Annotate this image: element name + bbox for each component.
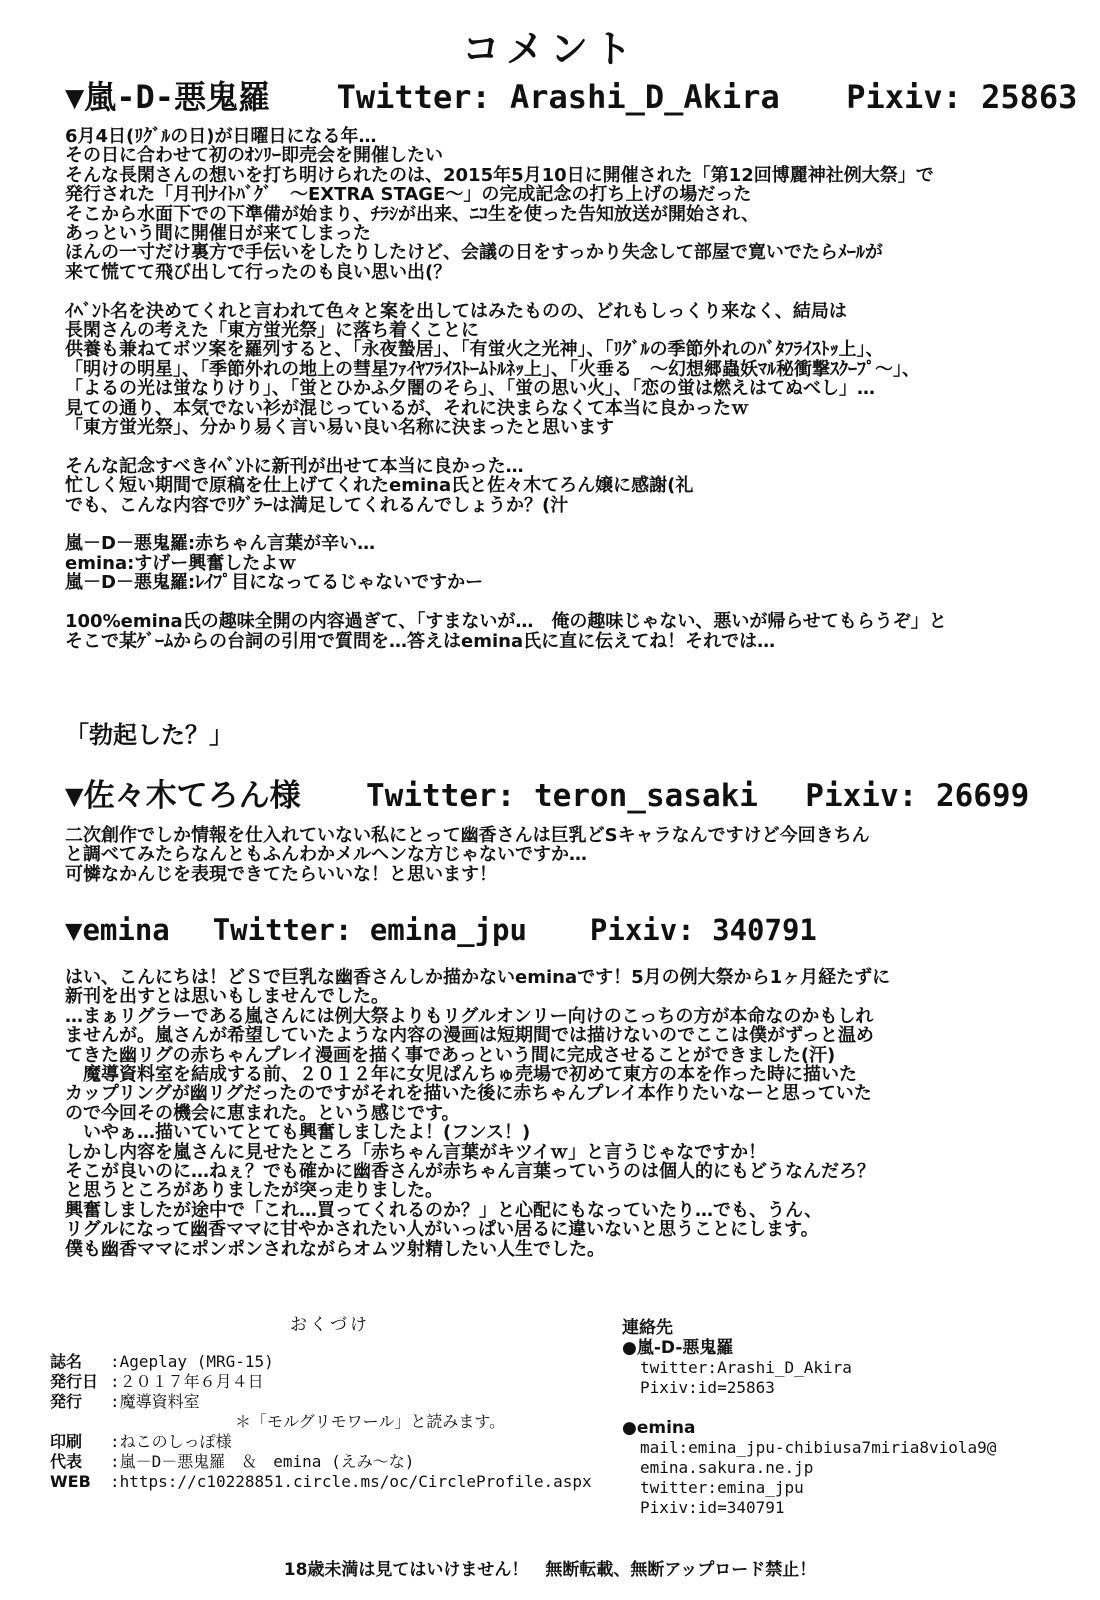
contact-title: 連絡先 (622, 1318, 673, 1338)
comment-emina (65, 968, 1065, 1259)
text-line: と思うところがありましたが突っ走りました。 (65, 1180, 443, 1202)
contact-emina-mail-domain: emina.sakura.ne.jp (640, 1458, 814, 1477)
colophon (50, 1352, 592, 1492)
text-line: 「東方蛍光祭」、分かり易く言い易い良い名称に決まったと思います (65, 417, 614, 439)
text-line: と調べてみたらなんともふんわかメルヘンな方じゃないですか… (65, 844, 587, 866)
colophon-row (50, 1412, 592, 1432)
text-line: そこが良いのに…ねぇ？でも確かに幽香さんが赤ちゃん言葉っていうのは個人的にもどうなんだろ？ (65, 1161, 875, 1183)
heading-twitter: Twitter: teron_sasaki (366, 778, 758, 814)
text-line: そんな記念すべきｲﾍﾞﾝﾄに新刊が出せて本当に良かった… (65, 455, 524, 477)
colophon-value: ＊「モルグリモワール」と読みます。 (235, 1412, 506, 1431)
contact-emina-name: ●emina (622, 1418, 696, 1438)
colophon-row (50, 1452, 592, 1472)
heading-twitter: Twitter: emina_jpu (212, 913, 527, 947)
quote-line: 「勃起した？」 (65, 721, 233, 749)
text-line: 長閑さんの考えた「東方蛍光祭」に落ち着くことに (65, 320, 479, 342)
contact-arashi-name: ●嵐-D-悪鬼羅 (622, 1338, 734, 1358)
text-line: てきた幽リグの赤ちゃんプレイ漫画を描く事であっという間に完成させることができました(汗) (65, 1044, 836, 1066)
text-line: 発行された「月刊ﾅｲﾄﾊﾞｸﾞ ～EXTRA STAGE～」の完成記念の打ち上げの場だった (65, 184, 752, 206)
colophon-key: 発行 (50, 1392, 83, 1411)
page-title: コメント (461, 27, 638, 71)
text-line: 嵐－D－悪鬼羅:赤ちゃん言葉が辛い… (65, 533, 376, 555)
text-line: 6月4日(ﾘｸﾞﾙの日)が日曜日になる年… (65, 126, 377, 147)
colophon-value: :Ageplay (MRG-15) (110, 1352, 274, 1371)
text-line: 忙しく短い期間で原稿を仕上げてくれたemina氏と佐々木てろん嬢に感謝(礼 (65, 475, 694, 497)
colophon-row (50, 1352, 592, 1372)
section-heading-teron (65, 770, 1029, 815)
contact-arashi-twitter: twitter:Arashi_D_Akira (640, 1358, 852, 1377)
section-heading-arashi (65, 72, 1077, 118)
colophon-value: :ねこのしっぽ様 (110, 1432, 232, 1451)
text-line: そんな長閑さんの想いを打ち明けられたのは、2015年5月10日に開催された「第12回博麗神社例大祭」で (65, 164, 934, 186)
text-line: そこから水面下での下準備が始まり、ﾁﾗｼが出来、ﾆｺ生を使った告知放送が開始され、 (65, 203, 760, 225)
text-line: でも、こんな内容でﾘｸﾞﾗｰは満足してくれるんでしょうか？(汁 (65, 494, 569, 516)
contact-arashi-pixiv: Pixiv:id=25863 (640, 1378, 775, 1397)
text-line: emina:すげー興奮したよｗ (65, 552, 297, 574)
text-line: はい、こんにちは！どＳで巨乳な幽香さんしか描かないeminaです！5月の例大祭から1ヶ月経たずに (65, 967, 891, 988)
colophon-row (50, 1392, 592, 1412)
text-line: いやぁ…描いていてとても興奮しましたよ！(フンス！) (65, 1122, 531, 1144)
text-line: リグルになって幽香ママに甘やかされたい人がいっぱい居るに違いないと思うことにします。 (65, 1219, 819, 1241)
colophon-row (50, 1432, 592, 1452)
colophon-row (50, 1472, 592, 1492)
colophon-value: :嵐－D－悪鬼羅 ＆ emina (えみ～な) (110, 1452, 415, 1471)
colophon-key: 発行日 (50, 1372, 99, 1391)
text-line: ませんが。嵐さんが希望していたような内容の漫画は短期間では描けないのでここは僕がずっと温め (65, 1025, 874, 1047)
contact-emina-twitter: twitter:emina_jpu (640, 1478, 804, 1497)
heading-name: ▼佐々木てろん様 (65, 778, 301, 814)
text-line: 新刊を出すとは思いもしませんでした。 (65, 986, 389, 1008)
comment-teron (65, 826, 1065, 884)
text-line: ほんの一寸だけ裏方で手伝いをしたりしたけど、会議の日をすっかり失念して部屋で寛いでたらﾒｰﾙが (65, 242, 883, 264)
text-line (65, 282, 1065, 301)
footer-notice: 18歳未満は見てはいけません！ 無断転載、無断アップロード禁止！ (283, 1560, 817, 1580)
colophon-key: 誌名 (50, 1352, 83, 1371)
colophon-key: WEB (50, 1472, 91, 1491)
heading-pixiv: Pixiv: 26699 (805, 778, 1030, 814)
section-heading-emina (65, 913, 817, 947)
colophon-row (50, 1372, 592, 1392)
heading-pixiv: Pixiv: 340791 (589, 913, 817, 947)
text-line: 来て慌てて飛び出して行ったのも良い思い出(？ (65, 261, 452, 283)
colophon-title: おくづけ (290, 1315, 370, 1335)
text-line: カップリングが幽リグだったのですがそれを描いた後に赤ちゃんプレイ本作りたいなーと思っていた (65, 1083, 872, 1105)
text-line: 見ての通り、本気でない衫が混じっているが、それに決まらなくて本当に良かったｗ (65, 397, 749, 419)
text-line: 供養も兼ねてボツ案を羅列すると、「永夜蟄居」、「有蛍火之光神」、「ﾘｸﾞﾙの季節外れのﾊﾞﾀﾌﾗｲｽﾄｯ上」、 (65, 339, 884, 361)
text-line (65, 437, 1065, 456)
text-line: …まぁリグラーである嵐さんには例大祭よりもリグルオンリー向けのこっちの方が本命なのかもしれ (65, 1005, 874, 1027)
text-line: しかし内容を嵐さんに見せたところ「赤ちゃん言葉がキツイｗ」と言うじゃなですか！ (65, 1141, 767, 1163)
text-line: 嵐－D－悪鬼羅:ﾚｲﾌﾟ目になってるじゃないですかー (65, 572, 484, 594)
heading-name: ▼emina (65, 913, 170, 947)
text-line: その日に合わせて初のｵﾝﾘｰ即売会を開催したい (65, 145, 443, 167)
contact-block (622, 1318, 996, 1518)
text-line: 二次創作でしか情報を仕入れていない私にとって幽香さんは巨乳どSキャラなんですけど今回きちん (65, 825, 870, 846)
text-line: そこで某ｹﾞｰﾑからの台詞の引用で質問を…答えはemina氏に直に伝えてね！それでは… (65, 630, 776, 652)
heading-pixiv: Pixiv: 25863 (846, 78, 1078, 116)
colophon-key: 印刷 (50, 1432, 83, 1451)
colophon-value: :魔導資料室 (110, 1392, 200, 1411)
text-line: 「明けの明星」、「季節外れの地上の彗星ﾌｧｲﾔﾌﾗｲｽﾄｰﾑﾄﾙﾈｯ上」、「火垂る ～幻想郷蟲妖ﾏﾙ秘衝撃ｽｸｰﾌﾟ～」、 (65, 358, 920, 380)
text-line: 興奮しましたが途中で「これ…買ってくれるのか？」と心配にもなっていたり…でも、うん、 (65, 1199, 823, 1221)
text-line (65, 593, 1065, 612)
contact-emina-pixiv: Pixiv:id=340791 (640, 1498, 785, 1517)
heading-twitter: Twitter: Arashi_D_Akira (336, 78, 780, 116)
colophon-value: :https://c10228851.circle.ms/oc/CircleProfile.aspx (110, 1472, 592, 1491)
text-line: あっという間に開催日が来てしまった (65, 223, 371, 245)
comment-arashi (65, 127, 1065, 651)
heading-name: ▼嵐-D-悪鬼羅 (65, 78, 271, 116)
text-line: 可憐なかんじを表現できてたらいいな！と思います！ (65, 863, 497, 885)
text-line: 僕も幽香ママにポンポンされながらオムツ射精したい人生でした。 (65, 1238, 605, 1260)
text-line: ｲﾍﾞﾝﾄ名を決めてくれと言われて色々と案を出してはみたものの、どれもしっくり来なく、結局は (65, 300, 847, 322)
text-line: 魔導資料室を結成する前、２０１２年に女児ぱんちゅ売場で初めて東方の本を作った時に描いた (65, 1064, 857, 1086)
contact-emina-mail: mail:emina_jpu-chibiusa7miria8viola9@ (640, 1438, 997, 1457)
colophon-value: :２０１７年６月４日 (110, 1372, 264, 1391)
text-line: ので今回その機会に恵まれた。という感じです。 (65, 1102, 460, 1124)
text-line: 「よるの光は蛍なりけり」、「蛍とひかふ夕闇のそら」、「蛍の思い火」、「恋の蛍は燃えはてぬべし」… (65, 378, 875, 400)
colophon-key: 代表 (50, 1452, 83, 1471)
text-line (65, 515, 1065, 534)
colophon-key (50, 1412, 110, 1432)
text-line: 100%emina氏の趣味全開の内容過ぎて、「すまないが… 俺の趣味じゃない、悪いが帰らせてもらうぞ」と (65, 611, 947, 633)
